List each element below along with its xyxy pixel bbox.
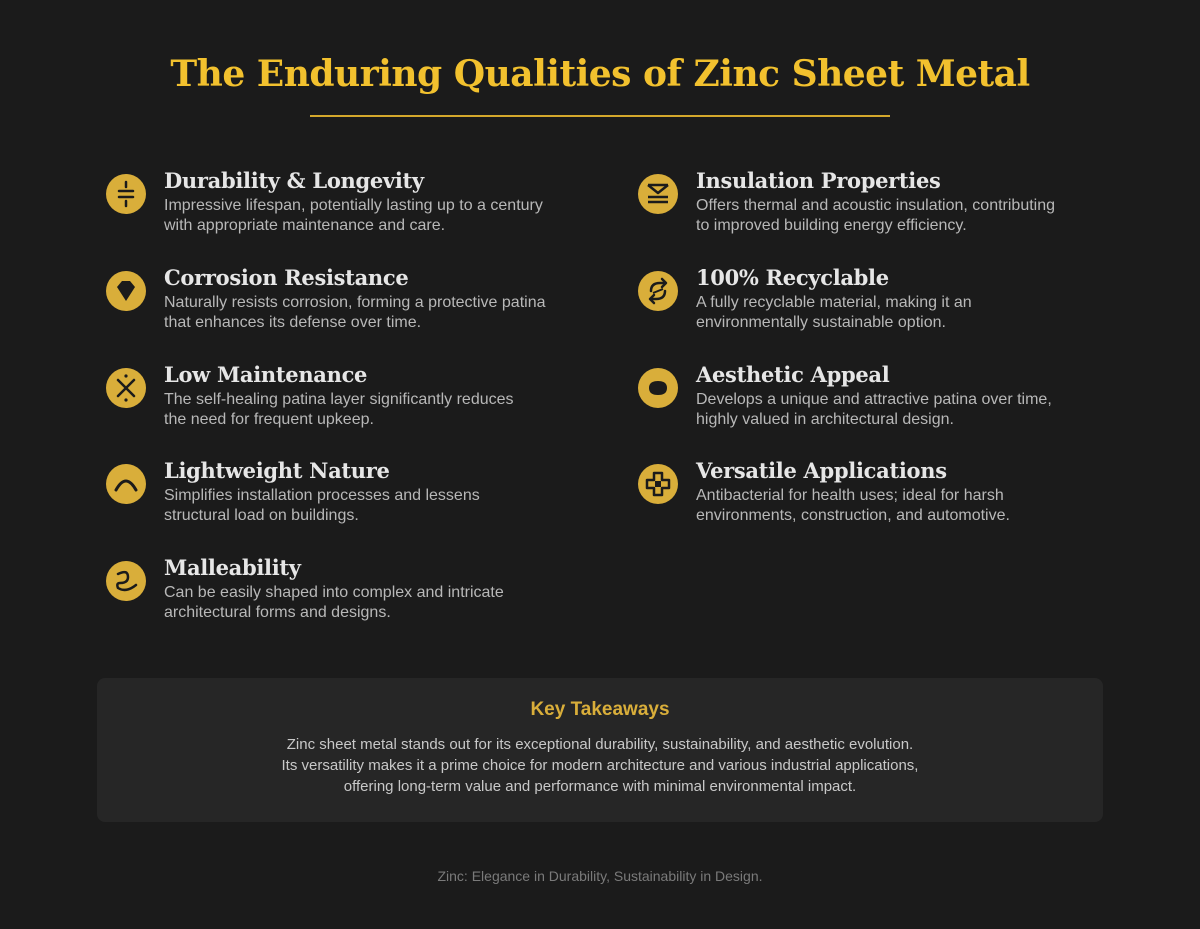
page-title: The Enduring Qualities of Zinc Sheet Metal	[170, 53, 1030, 95]
feature-title: Versatile Applications	[696, 458, 947, 483]
feature-description: Develops a unique and attractive patina over time, highly valued in architectural design.	[696, 391, 1052, 428]
key-takeaways-card	[97, 678, 1103, 822]
recycle-icon	[638, 271, 678, 311]
feature-title: Corrosion Resistance	[164, 265, 409, 290]
feature-description: The self-healing patina layer significantly reduces the need for frequent upkeep.	[164, 391, 514, 428]
feature-description: A fully recyclable material, making it an environmentally sustainable option.	[696, 294, 972, 331]
feature-title: Malleability	[164, 555, 301, 580]
key-takeaways-title: Key Takeaways	[530, 699, 670, 720]
shield-gem-icon	[106, 271, 146, 311]
crossed-tools-icon	[106, 368, 146, 408]
patina-blob-icon	[638, 368, 678, 408]
feather-arc-icon	[106, 464, 146, 504]
feature-title: Insulation Properties	[696, 168, 941, 193]
key-takeaways-text: Zinc sheet metal stands out for its exceptional durability, sustainability, and aesthetic evolution.	[286, 736, 914, 753]
feature-title: Durability & Longevity	[164, 168, 424, 193]
key-takeaways-text: Its versatility makes it a prime choice for modern architecture and various industrial applications,	[281, 757, 919, 774]
feature-description: Offers thermal and acoustic insulation, contributing to improved building energy efficiency.	[696, 197, 1056, 234]
feature-description: Antibacterial for health uses; ideal for harsh environments, construction, and automotive.	[696, 487, 1010, 524]
feature-title: Low Maintenance	[164, 362, 368, 387]
feature-description: Impressive lifespan, potentially lasting up to a century with appropriate maintenance and care.	[164, 197, 543, 234]
durability-icon	[106, 174, 146, 214]
feature-title: Aesthetic Appeal	[696, 362, 890, 387]
feature-description: Simplifies installation processes and lessens structural load on buildings.	[164, 487, 480, 524]
feature-title: Lightweight Nature	[164, 458, 390, 483]
insulation-layers-icon	[638, 174, 678, 214]
feature-description: Naturally resists corrosion, forming a protective patina that enhances its defense over time.	[164, 294, 546, 331]
feature-title: 100% Recyclable	[696, 265, 889, 290]
footer-tagline: Zinc: Elegance in Durability, Sustainability in Design.	[437, 868, 763, 884]
medical-cross-icon	[638, 464, 678, 504]
feature-description: Can be easily shaped into complex and intricate architectural forms and designs.	[164, 584, 504, 621]
title-divider	[310, 115, 890, 117]
key-takeaways-text: offering long-term value and performance with minimal environmental impact.	[343, 778, 857, 795]
curve-shape-icon	[106, 561, 146, 601]
